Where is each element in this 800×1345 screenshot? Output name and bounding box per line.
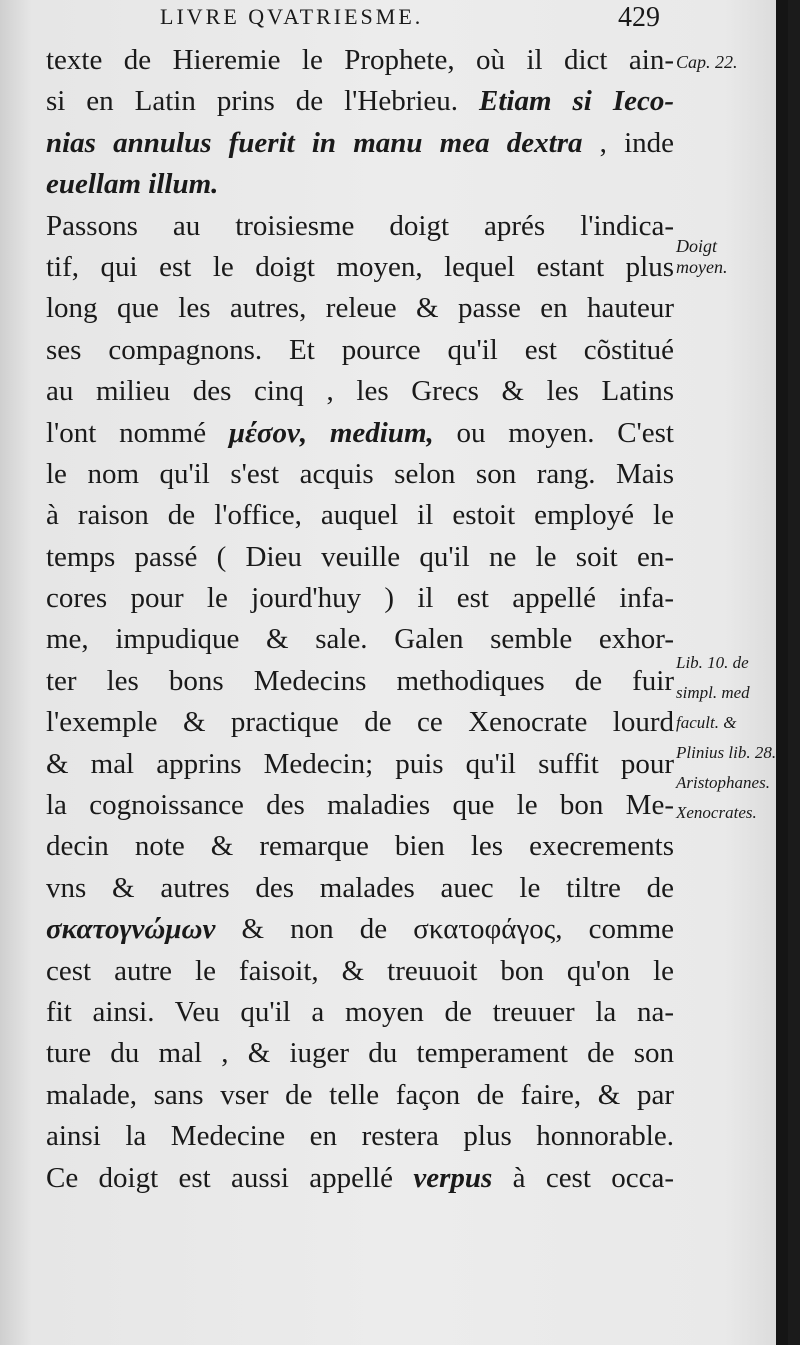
text-line: si en Latin prins de l'Hebrieu. Etiam si Ieco- — [46, 85, 674, 118]
text-line: ture du mal , & iuger du temperament de son — [46, 1037, 674, 1070]
margin-note-doigt-moyen: Doigt moyen. — [676, 236, 728, 277]
text-line: σκατογνώμων & non de σκατοφάγος, comme — [46, 913, 674, 946]
text-line: l'ont nommé μέσον, medium, ou moyen. C'est — [46, 416, 674, 449]
text-line: Ce doigt est aussi appellé verpus à cest occa- — [46, 1161, 674, 1194]
margin-note-chapter: Cap. 22. — [676, 52, 738, 72]
text-line: le nom qu'il s'est acquis selon son rang. Mais — [46, 457, 674, 490]
text-line: cest autre le faisoit, & treuuoit bon qu'on le — [46, 954, 674, 987]
text-line: à raison de l'office, auquel il estoit employé le — [46, 499, 674, 532]
text-line: l'exemple & practique de ce Xenocrate lourd — [46, 706, 674, 739]
text-line: ter les bons Medecins methodiques de fuir — [46, 664, 674, 697]
text-line: euellam illum. — [46, 168, 219, 201]
running-title: LIVRE QVATRIESME. — [160, 4, 424, 29]
text-line: cores pour le jourd'huy ) il est appellé infa- — [46, 582, 674, 615]
text-line: ainsi la Medecine en restera plus honnorable. — [46, 1120, 674, 1153]
page-header — [160, 2, 660, 32]
text-line: tif, qui est le doigt moyen, lequel estant plus — [46, 250, 674, 283]
text-line: vns & autres des malades auec le tiltre de — [46, 871, 674, 904]
text-line: la cognoissance des maladies que le bon Me- — [46, 789, 674, 822]
text-line: Passons au troisiesme doigt aprés l'indica- — [46, 209, 674, 242]
margin-note-references: Lib. 10. de simpl. med facult. & Plinius lib. 28. Aristophanes. Xenocrates. — [676, 653, 777, 822]
page-number: 429 — [618, 2, 660, 33]
text-line: nias annulus fuerit in manu mea dextra , inde — [46, 126, 674, 159]
text-line: temps passé ( Dieu veuille qu'il ne le soit en- — [46, 540, 674, 573]
text-line: malade, sans vser de telle façon de faire, & par — [46, 1078, 674, 1111]
text-line: fit ainsi. Veu qu'il a moyen de treuuer la na- — [46, 995, 674, 1028]
text-line: ses compagnons. Et pource qu'il est cõstitué — [46, 333, 674, 366]
text-line: & mal apprins Medecin; puis qu'il suffit pour — [46, 747, 674, 780]
text-line: au milieu des cinq , les Grecs & les Latins — [46, 375, 674, 408]
text-line: decin note & remarque bien les execrements — [46, 830, 674, 863]
text-line: long que les autres, releue & passe en hauteur — [46, 292, 674, 325]
page-edge — [776, 0, 788, 1345]
main-text-block — [46, 40, 674, 1199]
text-line: texte de Hieremie le Prophete, où il dict ain- — [46, 44, 674, 76]
text-line: me, impudique & sale. Galen semble exhor- — [46, 623, 674, 656]
